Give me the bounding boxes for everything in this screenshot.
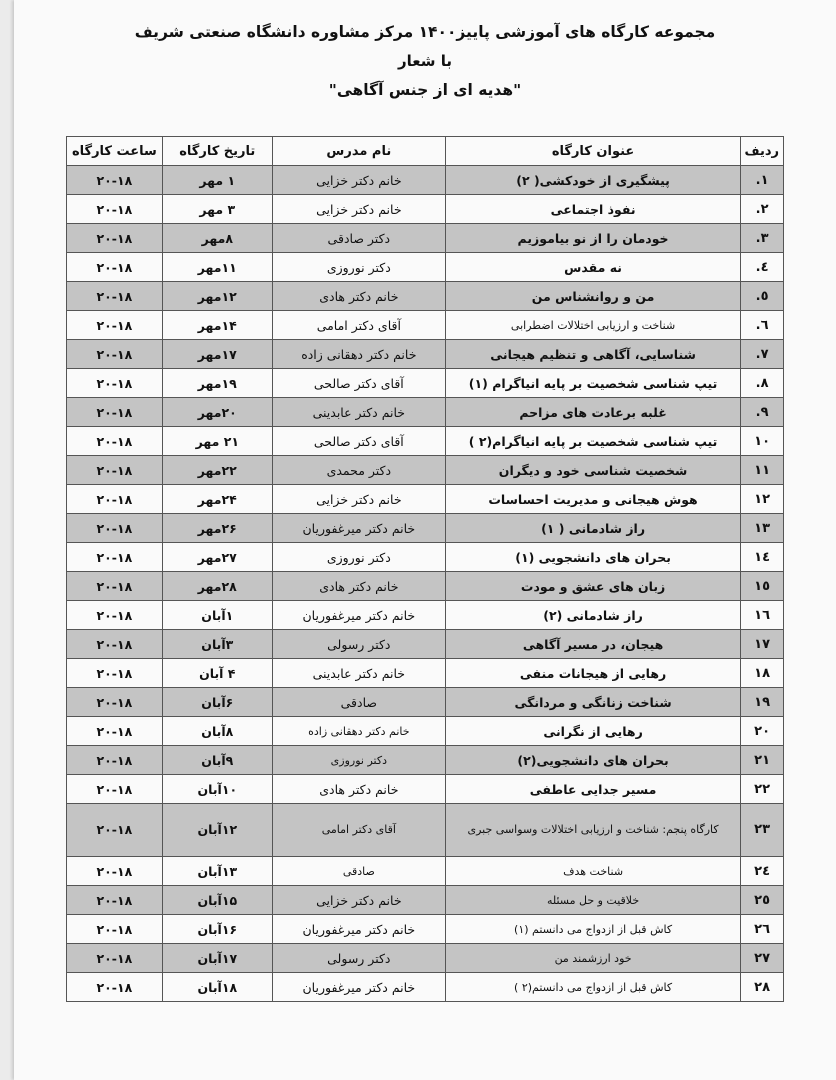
cell-num: ۱٦ bbox=[741, 601, 784, 630]
cell-instructor: دکتر رسولی bbox=[272, 630, 445, 659]
cell-instructor: دکتر نوروزی bbox=[272, 746, 445, 775]
cell-date: ۲۶مهر bbox=[162, 514, 272, 543]
cell-time: ۲۰-۱۸ bbox=[67, 746, 163, 775]
cell-num: ٥. bbox=[741, 282, 784, 311]
cell-num: ۱. bbox=[741, 166, 784, 195]
table-row bbox=[67, 253, 784, 282]
table-row bbox=[67, 804, 784, 857]
column-header-title: عنوان کارگاه bbox=[445, 137, 740, 166]
cell-time: ۲۰-۱۸ bbox=[67, 775, 163, 804]
table-header-row bbox=[67, 137, 784, 166]
table-row bbox=[67, 775, 784, 804]
table-row bbox=[67, 485, 784, 514]
cell-date: ۲۲مهر bbox=[162, 456, 272, 485]
table-row bbox=[67, 659, 784, 688]
cell-date: ۱۹مهر bbox=[162, 369, 272, 398]
cell-date: ۱۲مهر bbox=[162, 282, 272, 311]
cell-time: ۲۰-۱۸ bbox=[67, 973, 163, 1002]
cell-title: غلبه برعادت های مزاحم bbox=[445, 398, 740, 427]
cell-date: ۱۷مهر bbox=[162, 340, 272, 369]
cell-time: ۲۰-۱۸ bbox=[67, 857, 163, 886]
cell-title: رهایی از نگرانی bbox=[445, 717, 740, 746]
cell-instructor: دکتر محمدی bbox=[272, 456, 445, 485]
cell-num: ۲۰ bbox=[741, 717, 784, 746]
table-row bbox=[67, 224, 784, 253]
cell-date: ۱۷آبان bbox=[162, 944, 272, 973]
cell-num: ۱۲ bbox=[741, 485, 784, 514]
cell-title: خود ارزشمند من bbox=[445, 944, 740, 973]
table-row bbox=[67, 456, 784, 485]
cell-num: ۹. bbox=[741, 398, 784, 427]
cell-instructor: خانم دکتر خزایی bbox=[272, 886, 445, 915]
cell-title: بحران های دانشجویی(۲) bbox=[445, 746, 740, 775]
table-row bbox=[67, 311, 784, 340]
cell-instructor: خانم دکتر میرغفوریان bbox=[272, 601, 445, 630]
cell-title: زبان های عشق و مودت bbox=[445, 572, 740, 601]
cell-date: ۲۸مهر bbox=[162, 572, 272, 601]
cell-title: تیپ شناسی شخصیت بر پایه انیاگرام(۲ ) bbox=[445, 427, 740, 456]
table-row bbox=[67, 543, 784, 572]
cell-date: ۸مهر bbox=[162, 224, 272, 253]
cell-date: ۱۶آبان bbox=[162, 915, 272, 944]
cell-time: ۲۰-۱۸ bbox=[67, 804, 163, 857]
cell-time: ۲۰-۱۸ bbox=[67, 398, 163, 427]
cell-instructor: آقای دکتر امامی bbox=[272, 311, 445, 340]
cell-num: ۲٥ bbox=[741, 886, 784, 915]
cell-instructor: دکتر نوروزی bbox=[272, 253, 445, 282]
cell-title: خودمان را از نو بیاموزیم bbox=[445, 224, 740, 253]
cell-instructor: خانم دکتر عابدینی bbox=[272, 659, 445, 688]
table-row bbox=[67, 688, 784, 717]
column-header-instructor: نام مدرس bbox=[272, 137, 445, 166]
cell-title: کارگاه پنجم: شناخت و ارزیابی اختلالات وسواسی جبری bbox=[445, 804, 740, 857]
cell-time: ۲۰-۱۸ bbox=[67, 282, 163, 311]
cell-instructor: خانم دکتر خزایی bbox=[272, 195, 445, 224]
table-row bbox=[67, 427, 784, 456]
cell-date: ۱۳آبان bbox=[162, 857, 272, 886]
cell-instructor: خانم دکتر عابدینی bbox=[272, 398, 445, 427]
cell-title: شخصیت شناسی خود و دیگران bbox=[445, 456, 740, 485]
cell-num: ۲۱ bbox=[741, 746, 784, 775]
cell-title: بحران های دانشجویی (۱) bbox=[445, 543, 740, 572]
table-row bbox=[67, 514, 784, 543]
cell-date: ۶آبان bbox=[162, 688, 272, 717]
cell-date: ۱۱مهر bbox=[162, 253, 272, 282]
cell-title: شناسایی، آگاهی و تنظیم هیجانی bbox=[445, 340, 740, 369]
cell-title: هوش هیجانی و مدیریت احساسات bbox=[445, 485, 740, 514]
cell-num: ۳. bbox=[741, 224, 784, 253]
document-header bbox=[14, 18, 836, 105]
cell-date: ۲۱ مهر bbox=[162, 427, 272, 456]
document-page bbox=[14, 0, 836, 1080]
cell-instructor: دکتر صادقی bbox=[272, 224, 445, 253]
cell-num: ۱۰ bbox=[741, 427, 784, 456]
cell-time: ۲۰-۱۸ bbox=[67, 514, 163, 543]
cell-time: ۲۰-۱۸ bbox=[67, 427, 163, 456]
cell-time: ۲۰-۱۸ bbox=[67, 340, 163, 369]
cell-title: من و روانشناس من bbox=[445, 282, 740, 311]
table-row bbox=[67, 746, 784, 775]
cell-time: ۲۰-۱۸ bbox=[67, 369, 163, 398]
workshop-table bbox=[66, 136, 784, 1002]
cell-date: ۱۲آبان bbox=[162, 804, 272, 857]
cell-date: ۱آبان bbox=[162, 601, 272, 630]
cell-num: ۷. bbox=[741, 340, 784, 369]
cell-title: شناخت هدف bbox=[445, 857, 740, 886]
table-row bbox=[67, 717, 784, 746]
cell-time: ۲۰-۱۸ bbox=[67, 630, 163, 659]
cell-date: ۱۰آبان bbox=[162, 775, 272, 804]
cell-title: کاش قبل از ازدواج می دانستم (۱) bbox=[445, 915, 740, 944]
cell-time: ۲۰-۱۸ bbox=[67, 311, 163, 340]
cell-title: شناخت و ارزیابی اختلالات اضطرابی bbox=[445, 311, 740, 340]
cell-time: ۲۰-۱۸ bbox=[67, 659, 163, 688]
document-title: مجموعه کارگاه های آموزشی پاییز۱۴۰۰ مرکز مشاوره دانشگاه صنعتی شریف bbox=[134, 23, 716, 41]
cell-instructor: آقای دکتر صالحی bbox=[272, 369, 445, 398]
cell-instructor: خانم دکتر هادی bbox=[272, 572, 445, 601]
cell-date: ۱۴مهر bbox=[162, 311, 272, 340]
cell-title: شناخت زنانگی و مردانگی bbox=[445, 688, 740, 717]
cell-date: ۹آبان bbox=[162, 746, 272, 775]
cell-num: ۲۷ bbox=[741, 944, 784, 973]
cell-time: ۲۰-۱۸ bbox=[67, 717, 163, 746]
cell-num: ۲٦ bbox=[741, 915, 784, 944]
cell-time: ۲۰-۱۸ bbox=[67, 224, 163, 253]
cell-instructor: خانم دکتر میرغفوریان bbox=[272, 514, 445, 543]
cell-num: ۱۹ bbox=[741, 688, 784, 717]
table-row bbox=[67, 572, 784, 601]
cell-time: ۲۰-۱۸ bbox=[67, 915, 163, 944]
cell-title: راز شادمانی ( ۱) bbox=[445, 514, 740, 543]
cell-instructor: آقای دکتر صالحی bbox=[272, 427, 445, 456]
cell-num: ۱٥ bbox=[741, 572, 784, 601]
cell-instructor: خانم دکتر دهقانی زاده bbox=[272, 340, 445, 369]
cell-instructor: خانم دکتر خزایی bbox=[272, 166, 445, 195]
cell-time: ۲۰-۱۸ bbox=[67, 166, 163, 195]
cell-date: ۱۸آبان bbox=[162, 973, 272, 1002]
cell-time: ۲۰-۱۸ bbox=[67, 543, 163, 572]
cell-num: ۲۲ bbox=[741, 775, 784, 804]
table-row bbox=[67, 857, 784, 886]
table-row bbox=[67, 915, 784, 944]
cell-instructor: صادقی bbox=[272, 688, 445, 717]
cell-date: ۳آبان bbox=[162, 630, 272, 659]
table-row bbox=[67, 166, 784, 195]
document-subtitle: با شعار bbox=[398, 52, 452, 70]
table-row bbox=[67, 973, 784, 1002]
cell-date: ۱ مهر bbox=[162, 166, 272, 195]
cell-title: خلاقیت و حل مسئله bbox=[445, 886, 740, 915]
cell-time: ۲۰-۱۸ bbox=[67, 456, 163, 485]
cell-date: ۲۴مهر bbox=[162, 485, 272, 514]
cell-num: ۲۳ bbox=[741, 804, 784, 857]
cell-instructor: خانم دکتر خزایی bbox=[272, 485, 445, 514]
table-row bbox=[67, 340, 784, 369]
cell-title: مسیر جدایی عاطفی bbox=[445, 775, 740, 804]
cell-num: ۲۸ bbox=[741, 973, 784, 1002]
cell-date: ۲۰مهر bbox=[162, 398, 272, 427]
cell-instructor: آقای دکتر امامی bbox=[272, 804, 445, 857]
cell-time: ۲۰-۱۸ bbox=[67, 886, 163, 915]
cell-date: ۲۷مهر bbox=[162, 543, 272, 572]
cell-instructor: خانم دکتر میرغفوریان bbox=[272, 973, 445, 1002]
cell-time: ۲۰-۱۸ bbox=[67, 601, 163, 630]
cell-date: ۸آبان bbox=[162, 717, 272, 746]
cell-time: ۲۰-۱۸ bbox=[67, 944, 163, 973]
cell-instructor: خانم دکتر دهقانی زاده bbox=[272, 717, 445, 746]
column-header-time: ساعت کارگاه bbox=[67, 137, 163, 166]
cell-title: تیپ شناسی شخصیت بر پایه انیاگرام (۱) bbox=[445, 369, 740, 398]
cell-title: راز شادمانی (۲) bbox=[445, 601, 740, 630]
cell-title: رهایی از هیجانات منفی bbox=[445, 659, 740, 688]
table-row bbox=[67, 944, 784, 973]
cell-instructor: صادقی bbox=[272, 857, 445, 886]
cell-num: ۱۳ bbox=[741, 514, 784, 543]
cell-num: ۱۱ bbox=[741, 456, 784, 485]
column-header-date: تاریخ کارگاه bbox=[162, 137, 272, 166]
cell-num: ۸. bbox=[741, 369, 784, 398]
cell-num: ٤. bbox=[741, 253, 784, 282]
table-row bbox=[67, 886, 784, 915]
cell-num: ۲. bbox=[741, 195, 784, 224]
document-slogan: "هدیه ای از جنس آگاهی" bbox=[328, 81, 522, 99]
table-row bbox=[67, 369, 784, 398]
table-row bbox=[67, 282, 784, 311]
cell-instructor: دکتر رسولی bbox=[272, 944, 445, 973]
cell-instructor: خانم دکتر هادی bbox=[272, 775, 445, 804]
cell-title: کاش قبل از ازدواج می دانستم(۲ ) bbox=[445, 973, 740, 1002]
cell-instructor: دکتر نوروزی bbox=[272, 543, 445, 572]
cell-num: ۱۷ bbox=[741, 630, 784, 659]
table-row bbox=[67, 601, 784, 630]
cell-time: ۲۰-۱۸ bbox=[67, 253, 163, 282]
cell-title: نه مقدس bbox=[445, 253, 740, 282]
cell-time: ۲۰-۱۸ bbox=[67, 688, 163, 717]
cell-num: ۱۸ bbox=[741, 659, 784, 688]
cell-title: هیجان، در مسیر آگاهی bbox=[445, 630, 740, 659]
cell-time: ۲۰-۱۸ bbox=[67, 572, 163, 601]
cell-num: ۱٤ bbox=[741, 543, 784, 572]
table-row bbox=[67, 630, 784, 659]
cell-date: ۴ آبان bbox=[162, 659, 272, 688]
cell-num: ٦. bbox=[741, 311, 784, 340]
cell-instructor: خانم دکتر میرغفوریان bbox=[272, 915, 445, 944]
cell-title: نفوذ اجتماعی bbox=[445, 195, 740, 224]
cell-date: ۳ مهر bbox=[162, 195, 272, 224]
cell-title: پیشگیری از خودکشی( ۲) bbox=[445, 166, 740, 195]
cell-time: ۲۰-۱۸ bbox=[67, 485, 163, 514]
cell-time: ۲۰-۱۸ bbox=[67, 195, 163, 224]
cell-num: ۲٤ bbox=[741, 857, 784, 886]
table-row bbox=[67, 398, 784, 427]
cell-date: ۱۵آبان bbox=[162, 886, 272, 915]
cell-instructor: خانم دکتر هادی bbox=[272, 282, 445, 311]
table-row bbox=[67, 195, 784, 224]
column-header-num: ردیف bbox=[741, 137, 784, 166]
